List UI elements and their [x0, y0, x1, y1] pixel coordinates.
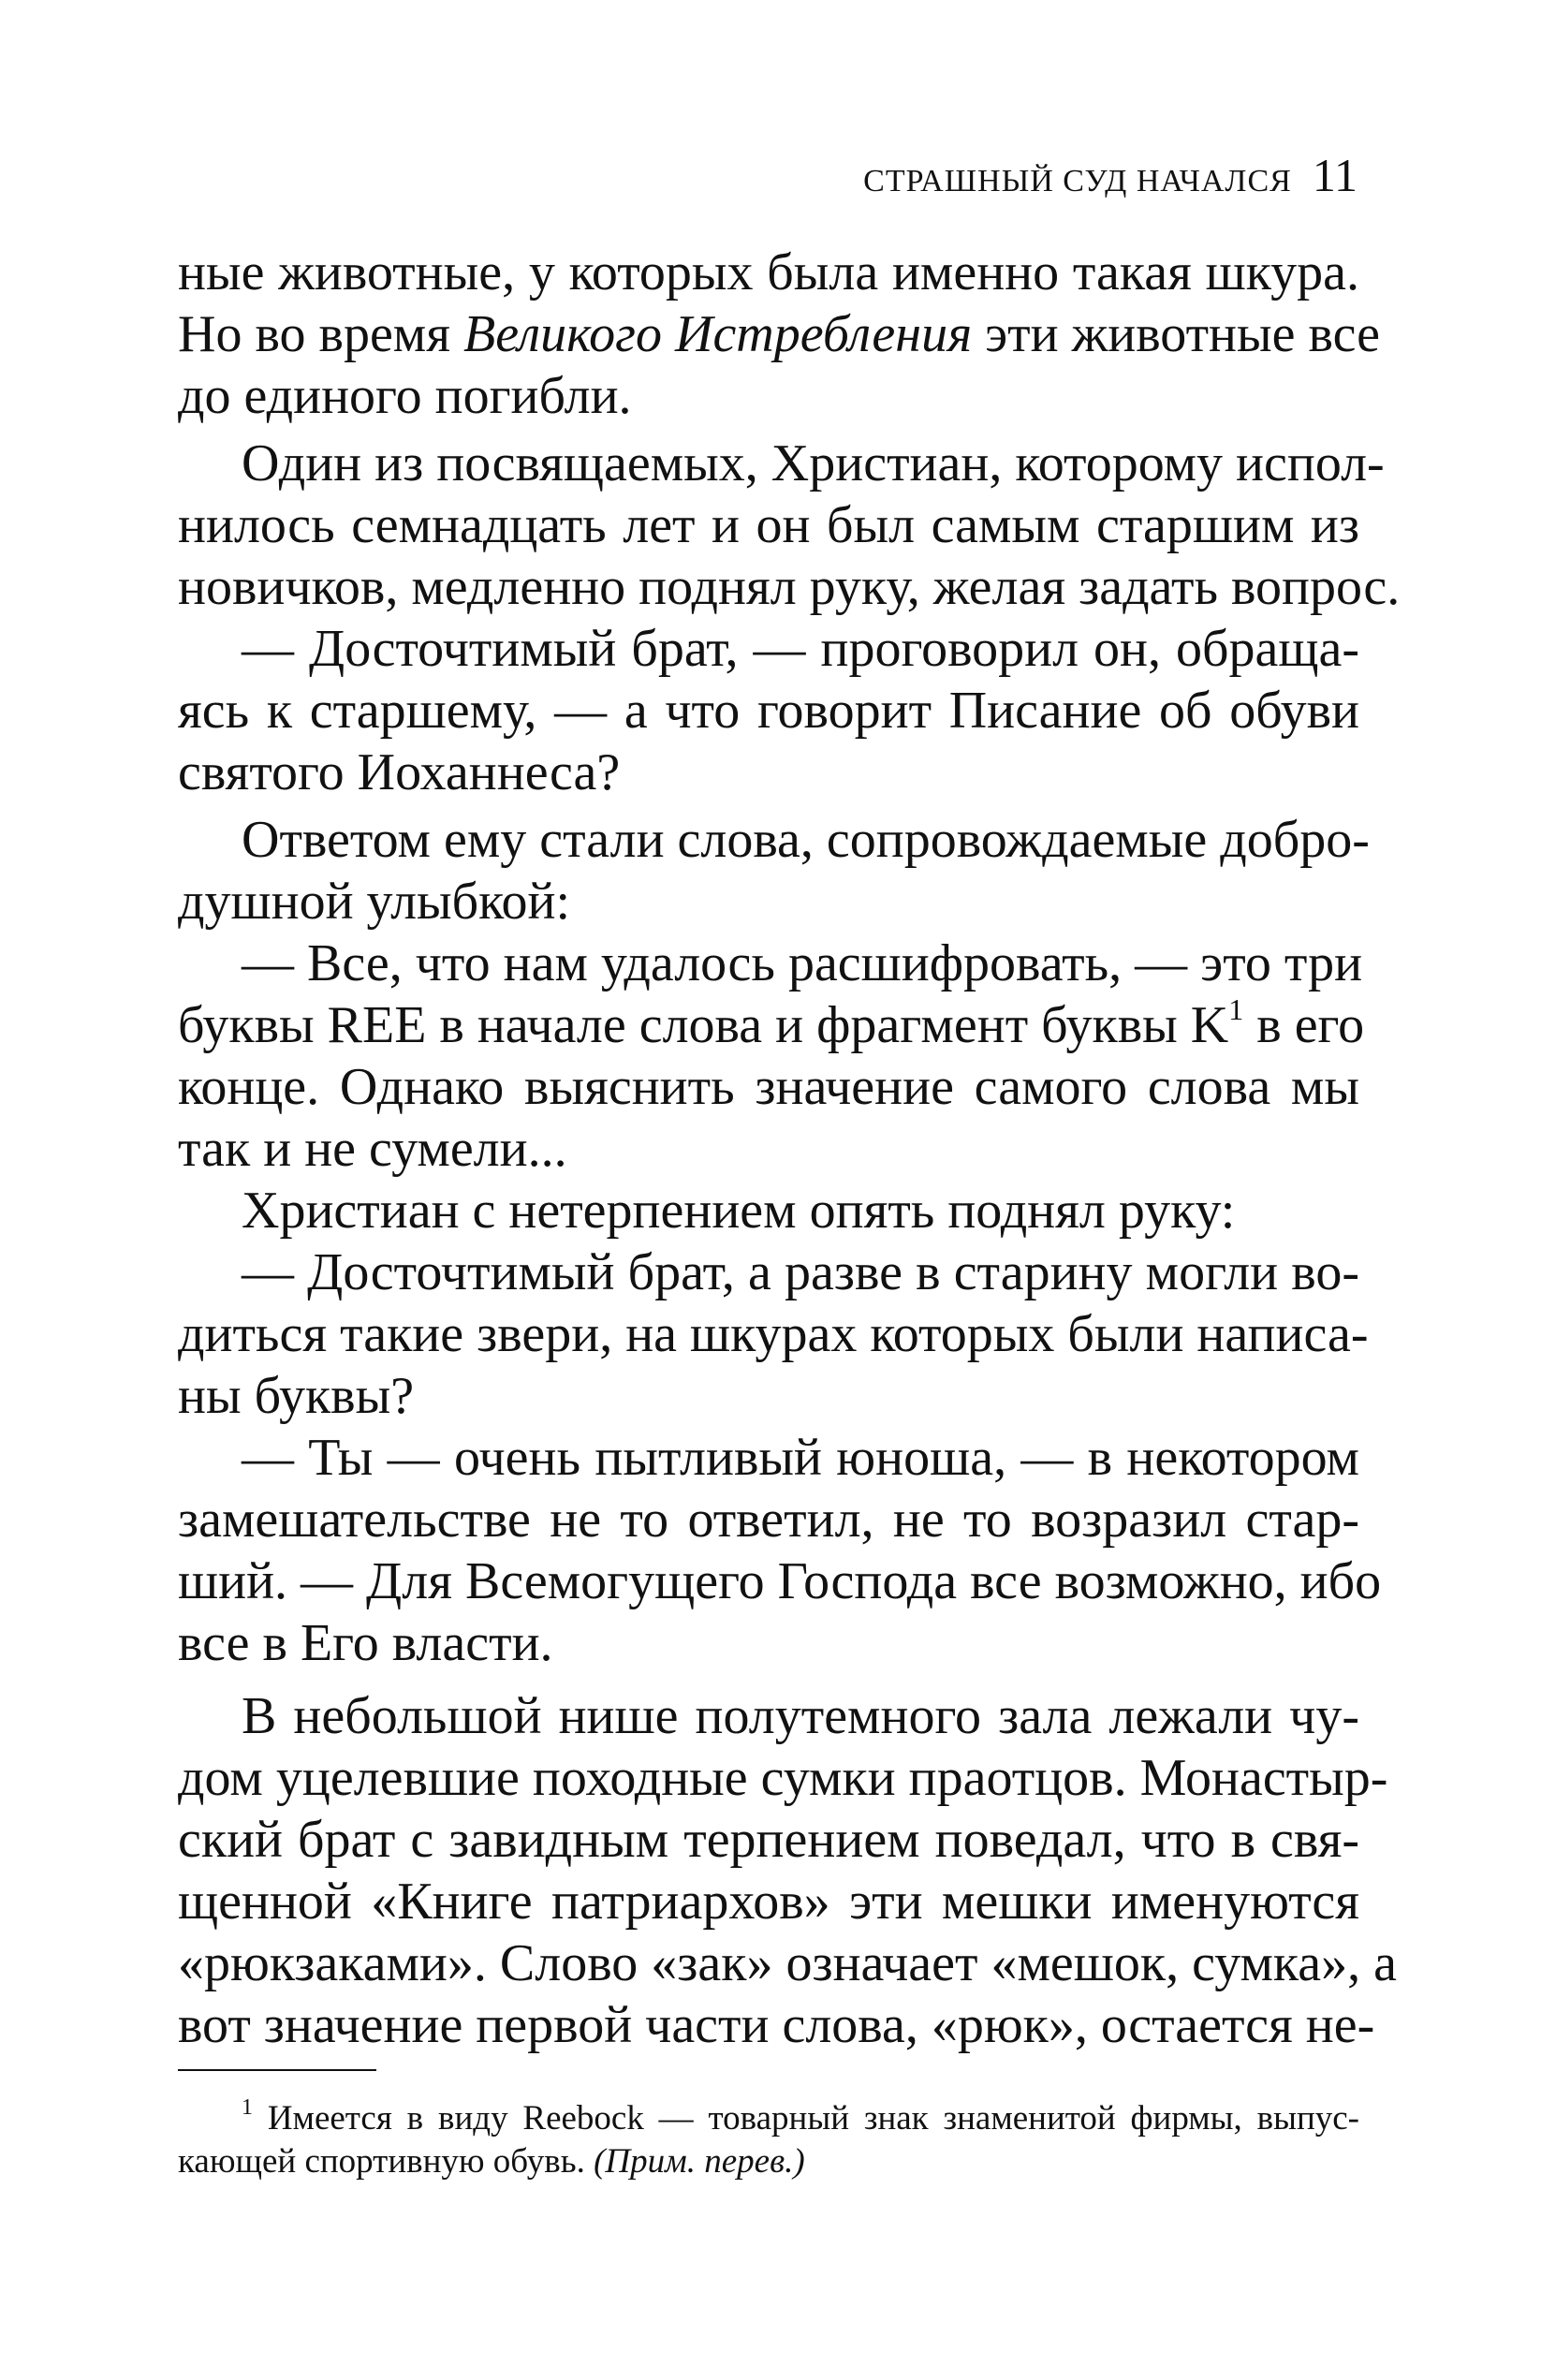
- text-line: конце. Однако выяснить значение самого слова мы: [178, 1058, 1359, 1116]
- page-number: 11: [1312, 149, 1358, 201]
- footnote-line: [178, 2140, 1359, 2183]
- footnote-marker: 1: [242, 2095, 253, 2120]
- text-line: щенной «Книге патриархов» эти мешки именуются: [178, 1873, 1359, 1931]
- running-head: [863, 148, 1358, 202]
- text-line: Христиан с нетерпением опять поднял руку:: [242, 1182, 1236, 1240]
- text-line: святого Иоханнеса?: [178, 743, 621, 801]
- text-line: [178, 303, 1380, 365]
- text-span: буквы REE в начале слова и фрагмент буквы K: [178, 996, 1229, 1054]
- footnote-divider: [178, 2069, 376, 2071]
- running-title: СТРАШНЫЙ СУД НАЧАЛСЯ: [863, 164, 1292, 198]
- text-line: ший. — Для Всемогущего Господа все возможно, ибо: [178, 1552, 1382, 1610]
- text-line: нилось семнадцать лет и он был самым старшим из: [178, 496, 1359, 554]
- text-line: замешательстве не то ответил, не то возразил стар-: [178, 1491, 1359, 1549]
- text-line: ясь к старшему, — а что говорит Писание об обуви: [178, 682, 1359, 740]
- footnote-editor-note: (Прим. перев.): [594, 2142, 805, 2181]
- text-line: дом уцелевшие походные сумки праотцов. Монастыр-: [178, 1749, 1388, 1807]
- footnote-reference: 1: [1228, 992, 1244, 1026]
- text-line: вот значение первой части слова, «рюк», остается не-: [178, 1996, 1375, 2054]
- text-line: — Все, что нам удалось расшифровать, — это три: [242, 934, 1363, 992]
- text-line: до единого погибли.: [178, 367, 632, 425]
- text-line: «рюкзаками». Слово «зак» означает «мешок, сумка», а: [178, 1934, 1397, 1992]
- text-line: В небольшой нише полутемного зала лежали чу-: [242, 1687, 1359, 1745]
- italic-term: Великого Истребления: [463, 305, 973, 363]
- text-line: Один из посвящаемых, Христиан, которому испол-: [242, 434, 1385, 492]
- text-span: эти животные все: [972, 305, 1380, 363]
- text-line: диться такие звери, на шкурах которых были написа-: [178, 1305, 1369, 1363]
- text-line: так и не сумели...: [178, 1120, 567, 1178]
- text-span: Но во время: [178, 305, 463, 363]
- text-line: — Ты — очень пытливый юноша, — в некотором: [242, 1429, 1359, 1487]
- text-line: — Досточтимый брат, — проговорил он, обраща-: [242, 620, 1359, 678]
- footnote-text: Имеется в виду Reebock — товарный знак знаменитой фирмы, выпус-: [253, 2099, 1359, 2138]
- text-line: новичков, медленно поднял руку, желая задать вопрос.: [178, 558, 1401, 616]
- text-line: — Досточтимый брат, а разве в старину могли во-: [242, 1243, 1359, 1301]
- text-line: Ответом ему стали слова, сопровождаемые добро-: [242, 811, 1370, 869]
- text-line: ные животные, у которых была именно такая шкура.: [178, 243, 1359, 301]
- footnote-text: кающей спортивную обувь.: [178, 2142, 594, 2181]
- text-line: ны буквы?: [178, 1367, 415, 1425]
- text-line: ский брат с завидным терпением поведал, что в свя-: [178, 1811, 1359, 1869]
- text-span: в его: [1243, 996, 1365, 1054]
- footnote-line: [242, 2097, 1359, 2140]
- text-line: душной улыбкой:: [178, 873, 571, 931]
- text-line: [178, 992, 1365, 1056]
- text-line: все в Его власти.: [178, 1614, 553, 1672]
